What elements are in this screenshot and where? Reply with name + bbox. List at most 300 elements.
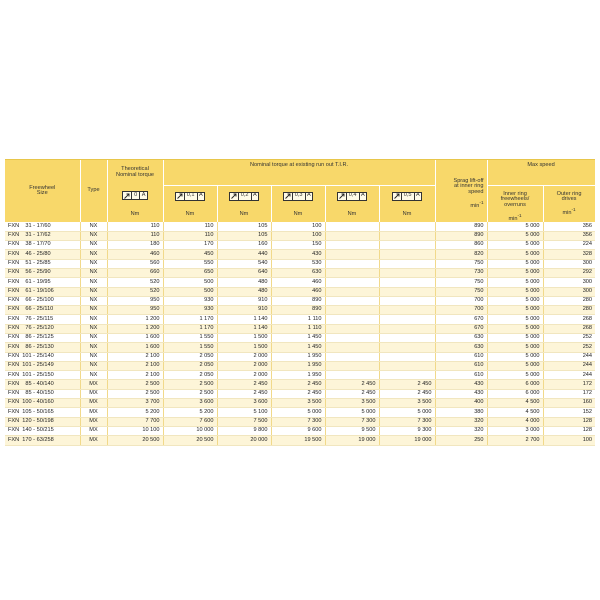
type-cell: NX <box>80 278 107 287</box>
torque-04-cell <box>325 343 379 352</box>
torque-02-cell: 1 140 <box>217 324 271 333</box>
runout-symbol-5 <box>379 186 435 207</box>
torque-04-cell <box>325 250 379 259</box>
type-cell: MX <box>80 380 107 389</box>
torque-01-cell: 2 050 <box>163 371 217 380</box>
table-row <box>5 371 595 380</box>
torque-01-cell: 550 <box>163 259 217 268</box>
runout-value: 0,4 <box>348 192 357 199</box>
runout-value: 0,1 <box>186 192 195 199</box>
table-row <box>5 343 595 352</box>
torque-02-cell: 105 <box>217 222 271 231</box>
sprag-liftoff-cell: 750 <box>435 278 487 287</box>
theoretical-torque-cell: 110 <box>107 231 163 240</box>
theoretical-torque-cell: 950 <box>107 296 163 305</box>
torque-04-cell <box>325 222 379 231</box>
nominal-torque-group-header: Nominal torque at existing run out T.I.R. <box>163 160 435 186</box>
torque-03-cell: 7 300 <box>271 417 325 426</box>
torque-05-cell <box>379 241 435 250</box>
sprag-header-label: Sprag lift-off at inner ring speed <box>453 177 484 195</box>
torque-02-cell: 2 000 <box>217 352 271 361</box>
table-row <box>5 389 595 398</box>
sprag-liftoff-cell: 320 <box>435 426 487 435</box>
unit-nm-4: Nm <box>325 206 379 222</box>
type-cell: NX <box>80 296 107 305</box>
torque-03-cell: 2 450 <box>271 380 325 389</box>
torque-03-cell: 1 950 <box>271 371 325 380</box>
torque-02-cell: 20 000 <box>217 436 271 445</box>
torque-02-cell: 480 <box>217 278 271 287</box>
inner-ring-speed-cell: 5 000 <box>487 371 543 380</box>
type-cell: NX <box>80 259 107 268</box>
inner-ring-speed-cell: 5 000 <box>487 250 543 259</box>
table-row <box>5 436 595 445</box>
type-cell: NX <box>80 241 107 250</box>
torque-04-cell: 5 000 <box>325 408 379 417</box>
torque-03-cell: 460 <box>271 278 325 287</box>
sprag-liftoff-cell: 750 <box>435 287 487 296</box>
theoretical-torque-cell: 7 700 <box>107 417 163 426</box>
torque-01-cell: 1 170 <box>163 324 217 333</box>
torque-01-cell: 110 <box>163 231 217 240</box>
sprag-unit: min <box>470 202 480 209</box>
torque-05-cell <box>379 278 435 287</box>
torque-04-cell <box>325 296 379 305</box>
torque-05-cell <box>379 268 435 277</box>
torque-03-cell: 530 <box>271 259 325 268</box>
size-cell: FXN 140 - 50/215 <box>5 426 80 435</box>
inner-ring-speed-cell: 5 000 <box>487 259 543 268</box>
inner-ring-speed-cell: 5 000 <box>487 241 543 250</box>
runout-symbol-4 <box>325 186 379 207</box>
torque-01-cell: 10 000 <box>163 426 217 435</box>
torque-05-cell: 2 450 <box>379 380 435 389</box>
inner-ring-speed-cell: 5 000 <box>487 315 543 324</box>
torque-03-cell: 1 110 <box>271 315 325 324</box>
torque-04-cell: 2 450 <box>325 389 379 398</box>
torque-05-cell: 2 450 <box>379 389 435 398</box>
type-cell: NX <box>80 306 107 315</box>
size-cell: FXN 61 - 19/95 <box>5 278 80 287</box>
type-cell: MX <box>80 408 107 417</box>
outer-ring-speed-cell: 292 <box>543 268 595 277</box>
torque-04-cell: 3 500 <box>325 399 379 408</box>
sprag-liftoff-cell: 400 <box>435 399 487 408</box>
torque-05-cell <box>379 333 435 342</box>
torque-02-cell: 1 500 <box>217 333 271 342</box>
size-cell: FXN 66 - 25/100 <box>5 296 80 305</box>
theoretical-torque-cell: 180 <box>107 241 163 250</box>
torque-02-cell: 440 <box>217 250 271 259</box>
sprag-liftoff-cell: 320 <box>435 417 487 426</box>
torque-03-cell: 5 000 <box>271 408 325 417</box>
sprag-liftoff-cell: 630 <box>435 333 487 342</box>
outer-ring-speed-cell: 280 <box>543 296 595 305</box>
torque-02-cell: 540 <box>217 259 271 268</box>
torque-02-cell: 2 000 <box>217 361 271 370</box>
theoretical-torque-cell: 1 600 <box>107 333 163 342</box>
runout-value: 0,2 <box>240 192 249 199</box>
size-cell: FXN 105 - 50/165 <box>5 408 80 417</box>
torque-04-cell: 9 500 <box>325 426 379 435</box>
outer-ring-speed-cell: 128 <box>543 417 595 426</box>
table-row <box>5 333 595 342</box>
table-row <box>5 426 595 435</box>
outer-ring-speed-cell: 128 <box>543 426 595 435</box>
torque-01-cell: 1 550 <box>163 343 217 352</box>
freewheel-data-table <box>5 160 596 446</box>
torque-05-cell <box>379 371 435 380</box>
runout-value: 0 <box>134 192 138 199</box>
torque-01-cell: 500 <box>163 278 217 287</box>
inner-unit: min <box>508 215 518 222</box>
theoretical-torque-cell: 10 100 <box>107 426 163 435</box>
type-cell: MX <box>80 426 107 435</box>
torque-04-cell <box>325 278 379 287</box>
torque-03-cell: 1 950 <box>271 352 325 361</box>
table-row <box>5 306 595 315</box>
size-cell: FXN 51 - 25/85 <box>5 259 80 268</box>
torque-03-cell: 2 450 <box>271 389 325 398</box>
size-cell: FXN 101 - 25/140 <box>5 352 80 361</box>
theoretical-torque-cell: 950 <box>107 306 163 315</box>
torque-05-cell: 3 500 <box>379 399 435 408</box>
size-cell: FXN 86 - 25/125 <box>5 333 80 342</box>
type-cell: NX <box>80 287 107 296</box>
torque-01-cell: 2 050 <box>163 361 217 370</box>
sprag-liftoff-cell: 610 <box>435 361 487 370</box>
torque-03-cell: 100 <box>271 231 325 240</box>
table-row <box>5 296 595 305</box>
torque-01-cell: 2 050 <box>163 352 217 361</box>
size-cell: FXN 76 - 25/120 <box>5 324 80 333</box>
inner-ring-speed-cell: 5 000 <box>487 306 543 315</box>
sprag-liftoff-cell: 630 <box>435 343 487 352</box>
size-cell: FXN 85 - 40/150 <box>5 389 80 398</box>
inner-ring-speed-cell: 5 000 <box>487 287 543 296</box>
torque-04-cell <box>325 361 379 370</box>
size-cell: FXN 31 - 17/60 <box>5 222 80 231</box>
torque-01-cell: 500 <box>163 287 217 296</box>
inner-ring-speed-cell: 5 000 <box>487 361 543 370</box>
inner-ring-speed-cell: 5 000 <box>487 343 543 352</box>
inner-ring-speed-cell: 4 000 <box>487 417 543 426</box>
table-row <box>5 315 595 324</box>
inner-ring-speed-cell: 4 500 <box>487 408 543 417</box>
torque-03-cell: 890 <box>271 296 325 305</box>
runout-arrow-icon <box>394 193 400 199</box>
torque-04-cell <box>325 241 379 250</box>
unit-nm-3: Nm <box>271 206 325 222</box>
torque-04-cell <box>325 306 379 315</box>
type-cell: NX <box>80 352 107 361</box>
inner-ring-speed-cell: 2 700 <box>487 436 543 445</box>
sprag-liftoff-cell: 610 <box>435 352 487 361</box>
torque-03-cell: 1 450 <box>271 343 325 352</box>
torque-04-cell <box>325 231 379 240</box>
torque-03-cell: 19 500 <box>271 436 325 445</box>
table-row <box>5 287 595 296</box>
torque-04-cell <box>325 268 379 277</box>
torque-02-cell: 1 140 <box>217 315 271 324</box>
size-cell: FXN 46 - 25/80 <box>5 250 80 259</box>
outer-ring-speed-cell: 280 <box>543 306 595 315</box>
table-row <box>5 259 595 268</box>
inner-ring-speed-cell: 5 000 <box>487 296 543 305</box>
type-cell: NX <box>80 333 107 342</box>
torque-03-cell: 460 <box>271 287 325 296</box>
torque-01-cell: 110 <box>163 222 217 231</box>
torque-04-cell <box>325 371 379 380</box>
sprag-liftoff-cell: 730 <box>435 268 487 277</box>
runout-symbol-1 <box>163 186 217 207</box>
torque-05-cell: 7 300 <box>379 417 435 426</box>
theoretical-torque-cell: 520 <box>107 278 163 287</box>
runout-symbol-3 <box>271 186 325 207</box>
type-cell: NX <box>80 250 107 259</box>
runout-arrow-icon <box>177 193 183 199</box>
theoretical-torque-cell: 2 100 <box>107 371 163 380</box>
torque-02-cell: 480 <box>217 287 271 296</box>
size-cell: FXN 66 - 25/110 <box>5 306 80 315</box>
torque-01-cell: 7 600 <box>163 417 217 426</box>
torque-03-cell: 1 450 <box>271 333 325 342</box>
size-cell: FXN 170 - 63/258 <box>5 436 80 445</box>
unit-nm-2: Nm <box>217 206 271 222</box>
size-cell: FXN 120 - 50/198 <box>5 417 80 426</box>
theoretical-torque-cell: 5 200 <box>107 408 163 417</box>
torque-05-cell <box>379 306 435 315</box>
torque-01-cell: 3 600 <box>163 399 217 408</box>
inner-ring-speed-cell: 6 000 <box>487 380 543 389</box>
runout-unit: A <box>359 193 367 200</box>
outer-ring-speed-cell: 100 <box>543 436 595 445</box>
runout-unit: A <box>197 193 205 200</box>
torque-02-cell: 3 600 <box>217 399 271 408</box>
torque-05-cell <box>379 296 435 305</box>
table-row <box>5 241 595 250</box>
size-cell: FXN 31 - 17/62 <box>5 231 80 240</box>
torque-05-cell: 9 300 <box>379 426 435 435</box>
torque-02-cell: 160 <box>217 241 271 250</box>
runout-unit: A <box>251 193 259 200</box>
torque-03-cell: 1 950 <box>271 361 325 370</box>
torque-05-cell <box>379 343 435 352</box>
torque-04-cell: 7 300 <box>325 417 379 426</box>
theoretical-torque-cell: 2 100 <box>107 352 163 361</box>
col-inner-ring-header <box>487 186 543 223</box>
torque-03-cell: 1 110 <box>271 324 325 333</box>
size-cell: FXN 100 - 40/160 <box>5 399 80 408</box>
runout-symbol-0 <box>107 186 163 207</box>
sprag-liftoff-cell: 700 <box>435 306 487 315</box>
col-outer-ring-header <box>543 186 595 223</box>
torque-05-cell <box>379 250 435 259</box>
outer-ring-speed-cell: 300 <box>543 278 595 287</box>
theoretical-torque-cell: 660 <box>107 268 163 277</box>
inner-ring-speed-cell: 6 000 <box>487 389 543 398</box>
theoretical-torque-cell: 520 <box>107 287 163 296</box>
theoretical-torque-cell: 460 <box>107 250 163 259</box>
torque-04-cell <box>325 324 379 333</box>
torque-05-cell <box>379 259 435 268</box>
outer-ring-speed-cell: 356 <box>543 231 595 240</box>
outer-ring-speed-cell: 328 <box>543 250 595 259</box>
torque-03-cell: 150 <box>271 241 325 250</box>
size-cell: FXN 38 - 17/70 <box>5 241 80 250</box>
torque-05-cell <box>379 231 435 240</box>
sprag-liftoff-cell: 380 <box>435 408 487 417</box>
runout-symbol-2 <box>217 186 271 207</box>
table-row <box>5 361 595 370</box>
type-cell: NX <box>80 371 107 380</box>
theoretical-torque-cell: 2 100 <box>107 361 163 370</box>
inner-ring-speed-cell: 5 000 <box>487 333 543 342</box>
torque-02-cell: 2 450 <box>217 389 271 398</box>
max-speed-group-header: Max speed <box>487 160 595 186</box>
torque-05-cell: 19 000 <box>379 436 435 445</box>
type-cell: MX <box>80 399 107 408</box>
size-cell: FXN 85 - 40/140 <box>5 380 80 389</box>
type-cell: NX <box>80 231 107 240</box>
torque-03-cell: 3 500 <box>271 399 325 408</box>
inner-ring-speed-cell: 4 500 <box>487 399 543 408</box>
col-type-header: Type <box>80 160 107 222</box>
inner-unit-exp: -1 <box>517 212 522 218</box>
inner-ring-speed-cell: 5 000 <box>487 231 543 240</box>
torque-01-cell: 170 <box>163 241 217 250</box>
runout-unit: A <box>305 193 313 200</box>
torque-04-cell <box>325 315 379 324</box>
theoretical-torque-cell: 3 700 <box>107 399 163 408</box>
outer-ring-speed-cell: 224 <box>543 241 595 250</box>
sprag-unit-exp: -1 <box>479 199 484 205</box>
type-cell: MX <box>80 417 107 426</box>
type-cell: MX <box>80 436 107 445</box>
torque-05-cell: 5 000 <box>379 408 435 417</box>
sprag-liftoff-cell: 750 <box>435 259 487 268</box>
theoretical-torque-cell: 1 600 <box>107 343 163 352</box>
torque-01-cell: 1 550 <box>163 333 217 342</box>
unit-nm-1: Nm <box>163 206 217 222</box>
runout-arrow-icon <box>231 193 237 199</box>
outer-ring-speed-cell: 300 <box>543 287 595 296</box>
theoretical-torque-cell: 2 500 <box>107 389 163 398</box>
outer-ring-speed-cell: 356 <box>543 222 595 231</box>
torque-01-cell: 5 200 <box>163 408 217 417</box>
runout-arrow-icon <box>285 193 291 199</box>
torque-05-cell <box>379 352 435 361</box>
inner-ring-speed-cell: 5 000 <box>487 324 543 333</box>
inner-ring-speed-cell: 5 000 <box>487 278 543 287</box>
torque-01-cell: 930 <box>163 296 217 305</box>
torque-01-cell: 2 500 <box>163 389 217 398</box>
outer-ring-speed-cell: 152 <box>543 408 595 417</box>
sprag-liftoff-cell: 890 <box>435 231 487 240</box>
torque-01-cell: 450 <box>163 250 217 259</box>
outer-ring-speed-cell: 244 <box>543 371 595 380</box>
torque-02-cell: 910 <box>217 296 271 305</box>
type-cell: NX <box>80 222 107 231</box>
inner-ring-speed-cell: 5 000 <box>487 222 543 231</box>
torque-04-cell: 2 450 <box>325 380 379 389</box>
type-cell: NX <box>80 315 107 324</box>
theoretical-torque-cell: 20 500 <box>107 436 163 445</box>
inner-ring-label: Inner ring freewheels/ overruns <box>500 190 530 208</box>
outer-unit-exp: -1 <box>571 207 576 213</box>
outer-ring-speed-cell: 172 <box>543 389 595 398</box>
theoretical-torque-cell: 1 200 <box>107 315 163 324</box>
torque-04-cell <box>325 287 379 296</box>
table-row <box>5 222 595 231</box>
type-cell: NX <box>80 343 107 352</box>
table-row <box>5 268 595 277</box>
type-cell: NX <box>80 324 107 333</box>
theoretical-torque-cell: 560 <box>107 259 163 268</box>
table-row <box>5 417 595 426</box>
col-sprag-header <box>435 160 487 222</box>
sprag-liftoff-cell: 890 <box>435 222 487 231</box>
torque-03-cell: 890 <box>271 306 325 315</box>
col-theoretical-header: Theoretical Nominal torque <box>107 160 163 186</box>
unit-nm-5: Nm <box>379 206 435 222</box>
torque-05-cell <box>379 222 435 231</box>
torque-02-cell: 910 <box>217 306 271 315</box>
torque-04-cell <box>325 352 379 361</box>
size-cell: FXN 61 - 19/106 <box>5 287 80 296</box>
sprag-liftoff-cell: 430 <box>435 389 487 398</box>
table-row <box>5 278 595 287</box>
outer-ring-speed-cell: 244 <box>543 361 595 370</box>
col-size-header: Freewheel Size <box>5 160 80 222</box>
size-cell: FXN 101 - 25/149 <box>5 361 80 370</box>
torque-02-cell: 9 800 <box>217 426 271 435</box>
sprag-liftoff-cell: 610 <box>435 371 487 380</box>
sprag-liftoff-cell: 860 <box>435 241 487 250</box>
torque-04-cell <box>325 259 379 268</box>
sprag-liftoff-cell: 430 <box>435 380 487 389</box>
torque-02-cell: 2 450 <box>217 380 271 389</box>
torque-01-cell: 2 500 <box>163 380 217 389</box>
torque-02-cell: 5 100 <box>217 408 271 417</box>
runout-value: 0,3 <box>294 192 303 199</box>
table-body <box>5 222 595 445</box>
torque-05-cell <box>379 324 435 333</box>
outer-ring-speed-cell: 160 <box>543 399 595 408</box>
sprag-liftoff-cell: 670 <box>435 324 487 333</box>
runout-unit: A <box>139 192 147 199</box>
sprag-liftoff-cell: 820 <box>435 250 487 259</box>
inner-ring-speed-cell: 3 000 <box>487 426 543 435</box>
theoretical-torque-cell: 1 200 <box>107 324 163 333</box>
outer-ring-speed-cell: 300 <box>543 259 595 268</box>
torque-01-cell: 930 <box>163 306 217 315</box>
torque-01-cell: 20 500 <box>163 436 217 445</box>
torque-04-cell: 19 000 <box>325 436 379 445</box>
size-cell: FXN 101 - 25/150 <box>5 371 80 380</box>
torque-05-cell <box>379 315 435 324</box>
outer-ring-speed-cell: 244 <box>543 352 595 361</box>
torque-03-cell: 630 <box>271 268 325 277</box>
outer-ring-speed-cell: 172 <box>543 380 595 389</box>
sprag-liftoff-cell: 250 <box>435 436 487 445</box>
table-row <box>5 352 595 361</box>
sprag-liftoff-cell: 670 <box>435 315 487 324</box>
outer-ring-speed-cell: 268 <box>543 315 595 324</box>
torque-02-cell: 640 <box>217 268 271 277</box>
torque-05-cell <box>379 361 435 370</box>
outer-ring-speed-cell: 252 <box>543 343 595 352</box>
